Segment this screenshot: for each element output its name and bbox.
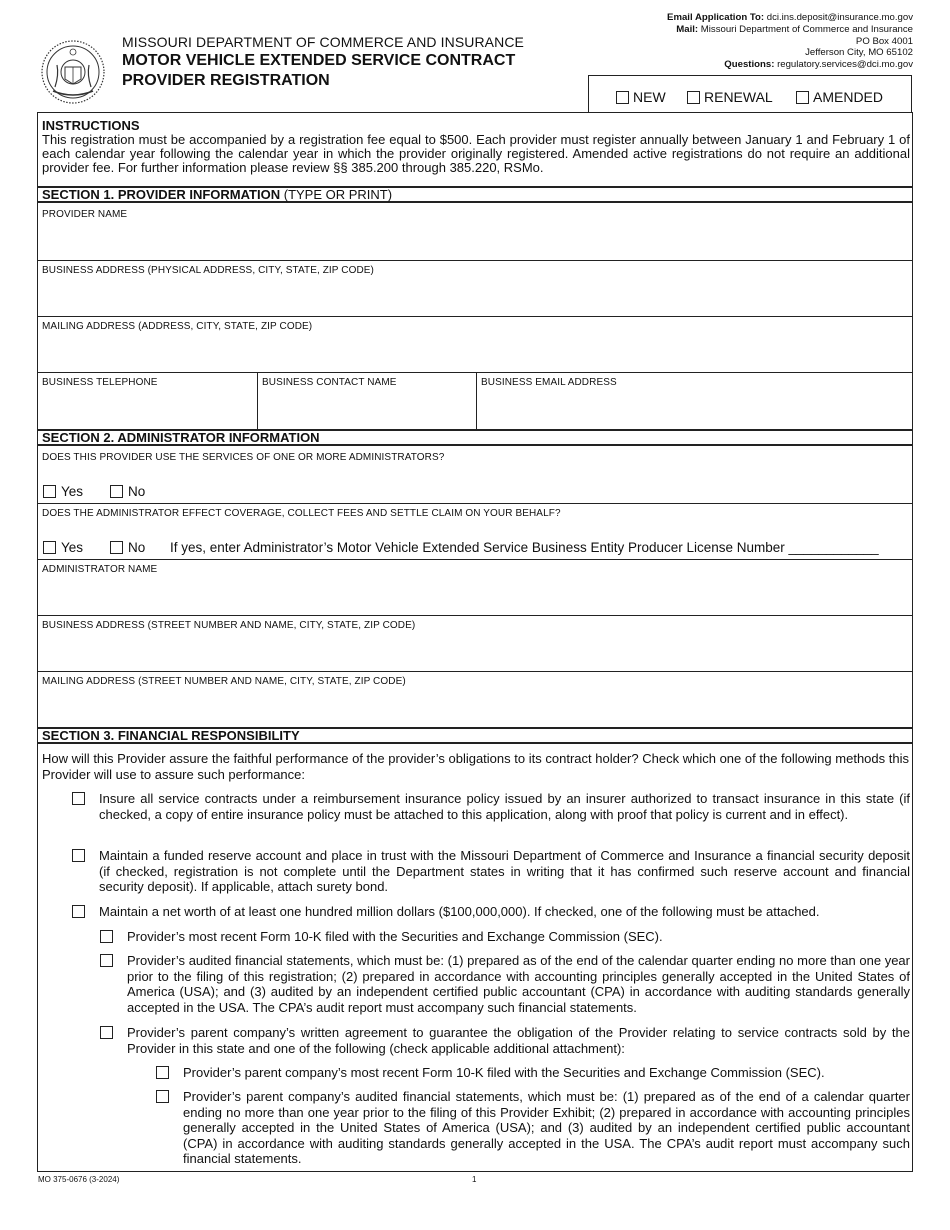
q1-yes-option[interactable] — [43, 484, 83, 499]
option-net-worth — [72, 904, 910, 920]
admin-business-address-field[interactable] — [38, 616, 912, 672]
sub3-text: Provider’s parent company’s written agreement to guarantee the obligation of the Provider relating to service contracts sold by the Provider in this state and one of the following (check applicable additional attachment): — [127, 1025, 910, 1056]
option3-text: Maintain a net worth of at least one hundred million dollars ($100,000,000). If checked, one of the following must be attached. — [99, 904, 820, 919]
section2-title: SECTION 2. ADMINISTRATOR INFORMATION — [42, 430, 320, 445]
section1-note: (TYPE OR PRINT) — [283, 187, 393, 202]
q2-yes-label: Yes — [61, 540, 84, 555]
q2-yes-option[interactable] — [43, 540, 83, 555]
sub1-checkbox[interactable] — [100, 930, 113, 943]
page-number: 1 — [472, 1175, 477, 1184]
section3-title: SECTION 3. FINANCIAL RESPONSIBILITY — [42, 728, 300, 743]
questions-label: Questions: — [724, 59, 775, 71]
subsub1-checkbox[interactable] — [156, 1066, 169, 1079]
mail-value: Missouri Department of Commerce and Insurance — [700, 23, 913, 35]
missouri-seal-icon — [41, 37, 105, 107]
new-checkbox-option[interactable] — [616, 89, 666, 105]
administrator-name-label: ADMINISTRATOR NAME — [42, 564, 158, 575]
section3-intro: How will this Provider assure the faithful performance of the provider’s obligations to its contract holder? Check which one of the following methods this Provider will use to assure such performance: — [42, 751, 909, 782]
admin-business-address-label: BUSINESS ADDRESS (STREET NUMBER AND NAME, CITY, STATE, ZIP CODE) — [42, 620, 416, 631]
renewal-checkbox-option[interactable] — [687, 89, 773, 105]
registration-type-group — [588, 75, 912, 112]
business-address-label: BUSINESS ADDRESS (PHYSICAL ADDRESS, CITY, STATE, ZIP CODE) — [42, 265, 374, 276]
questions-value[interactable]: regulatory.services@dci.mo.gov — [777, 59, 913, 71]
sub1-text: Provider’s most recent Form 10-K filed with the Securities and Exchange Commission (SEC). — [127, 929, 663, 944]
sub-option-audited-statements — [100, 953, 910, 1015]
administrators-question: DOES THIS PROVIDER USE THE SERVICES OF ONE OR MORE ADMINISTRATORS? — [42, 452, 445, 463]
sub2-text: Provider’s audited financial statements, which must be: (1) prepared as of the end of the calendar quarter ending no more than one year prior to the filing of this registration; (2) prepared in accordance with accounting principles generally accepted in the United States of America (USA); and (3) audited by an independent certified public accountant (CPA) in accordance with auditing standards generally accepted in the USA. The CPA’s audit report must accompany such financial statements. — [127, 953, 910, 1015]
registration-form — [37, 112, 913, 1172]
option1-checkbox[interactable] — [72, 792, 85, 805]
section1-title: SECTION 1. PROVIDER INFORMATION — [42, 187, 281, 202]
sub-option-parent-guarantee — [100, 1025, 910, 1056]
q2-no-option[interactable] — [110, 540, 145, 555]
q1-no-label: No — [128, 484, 146, 499]
amended-checkbox[interactable] — [796, 91, 809, 104]
q2-no-label: No — [128, 540, 146, 555]
sub3-checkbox[interactable] — [100, 1026, 113, 1039]
section3-heading — [38, 727, 912, 744]
mail-city: Jefferson City, MO 65102 — [805, 47, 913, 59]
mailing-address-field[interactable] — [38, 317, 912, 373]
form-code: MO 375-0676 (3-2024) — [38, 1175, 120, 1184]
option-reimbursement-insurance — [72, 791, 910, 822]
business-contact-name-label: BUSINESS CONTACT NAME — [262, 377, 397, 388]
subsub-option-parent-10k — [156, 1065, 910, 1081]
email-value[interactable]: dci.ins.deposit@insurance.mo.gov — [766, 12, 913, 23]
sub2-checkbox[interactable] — [100, 954, 113, 967]
q1-no-checkbox[interactable] — [110, 485, 123, 498]
renewal-label: RENEWAL — [704, 89, 773, 105]
subsub2-text: Provider’s parent company’s audited financial statements, which must be: (1) prepared as of the end of a calendar quarter ending no more than one year prior to the filing of this Provider Exhibit; (2) prepared in accordance with accounting principles generally accepted in the United States of America (USA); and (3) audited by an independent certified public accountant (CPA) in accordance with auditing standards generally accepted in the USA. The CPA’s audit report must accompany such financial statements. — [183, 1089, 910, 1166]
administrator-name-field[interactable] — [38, 560, 912, 616]
administrator-effect-question: DOES THE ADMINISTRATOR EFFECT COVERAGE, COLLECT FEES AND SETTLE CLAIM ON YOUR BEHALF? — [42, 508, 561, 519]
option-funded-reserve — [72, 848, 910, 895]
new-checkbox[interactable] — [616, 91, 629, 104]
provider-name-field[interactable] — [38, 205, 912, 261]
business-contact-name-field[interactable] — [257, 373, 476, 429]
business-email-field[interactable] — [476, 373, 912, 429]
option1-text: Insure all service contracts under a reimbursement insurance policy issued by an insurer authorized to transact insurance in this state (if checked, a copy of entire insurance policy must be attached to this application, along with proof that policy is current and in effect). — [99, 791, 910, 822]
option2-checkbox[interactable] — [72, 849, 85, 862]
subsub1-text: Provider’s parent company’s most recent Form 10-K filed with the Securities and Exchange Commission (SEC). — [183, 1065, 825, 1080]
instructions-block — [42, 119, 910, 175]
renewal-checkbox[interactable] — [687, 91, 700, 104]
contact-row — [38, 373, 912, 429]
license-number-prompt[interactable] — [170, 540, 879, 555]
business-address-field[interactable] — [38, 261, 912, 317]
business-telephone-field[interactable] — [38, 373, 257, 429]
admin-mailing-address-field[interactable] — [38, 672, 912, 727]
license-number-text: If yes, enter Administrator’s Motor Vehicle Extended Service Business Entity Producer License Number ____________ — [170, 540, 879, 555]
q1-yes-checkbox[interactable] — [43, 485, 56, 498]
amended-label: AMENDED — [813, 89, 884, 105]
q2-no-checkbox[interactable] — [110, 541, 123, 554]
admin-mailing-address-label: MAILING ADDRESS (STREET NUMBER AND NAME, CITY, STATE, ZIP CODE) — [42, 676, 406, 687]
form-title-line2: PROVIDER REGISTRATION — [122, 72, 330, 89]
amended-checkbox-option[interactable] — [796, 89, 883, 105]
instructions-heading: INSTRUCTIONS — [42, 118, 140, 133]
contact-block — [583, 12, 913, 71]
section1-heading — [38, 186, 912, 203]
form-title-line1: MOTOR VEHICLE EXTENDED SERVICE CONTRACT — [122, 52, 516, 69]
provider-name-label: PROVIDER NAME — [42, 209, 128, 220]
new-label: NEW — [633, 89, 666, 105]
po-box: PO Box 4001 — [855, 35, 913, 47]
administrators-question-row — [38, 448, 912, 504]
administrator-effect-question-row — [38, 504, 912, 560]
department-name: MISSOURI DEPARTMENT OF COMMERCE AND INSURANCE — [122, 34, 524, 50]
q2-yes-checkbox[interactable] — [43, 541, 56, 554]
section2-heading — [38, 429, 912, 446]
option3-checkbox[interactable] — [72, 905, 85, 918]
q1-yes-label: Yes — [61, 484, 84, 499]
q1-no-option[interactable] — [110, 484, 145, 499]
mailing-address-label: MAILING ADDRESS (ADDRESS, CITY, STATE, ZIP CODE) — [42, 321, 313, 332]
option2-text: Maintain a funded reserve account and place in trust with the Missouri Department of Commerce and Insurance a financial security deposit (if checked, registration is not complete until the Department states in writing that it has confirmed such reserve account and financial security deposit). If applicable, attach surety bond. — [99, 848, 910, 894]
instructions-text: This registration must be accompanied by a registration fee equal to $500. Each provider must register annually between January 1 and February 1 of each calendar year following the calendar year in which the provider originally registered. Amended active registrations do not require an additional provider fee. For further information please review §§ 385.200 through 385.220, RSMo. — [42, 132, 910, 175]
email-label: Email Application To: — [667, 12, 765, 23]
subsub-option-parent-audited — [156, 1089, 910, 1167]
sub-option-10k — [100, 929, 910, 945]
business-telephone-label: BUSINESS TELEPHONE — [42, 377, 158, 388]
business-email-label: BUSINESS EMAIL ADDRESS — [481, 377, 617, 388]
mail-label: Mail: — [676, 23, 699, 35]
subsub2-checkbox[interactable] — [156, 1090, 169, 1103]
